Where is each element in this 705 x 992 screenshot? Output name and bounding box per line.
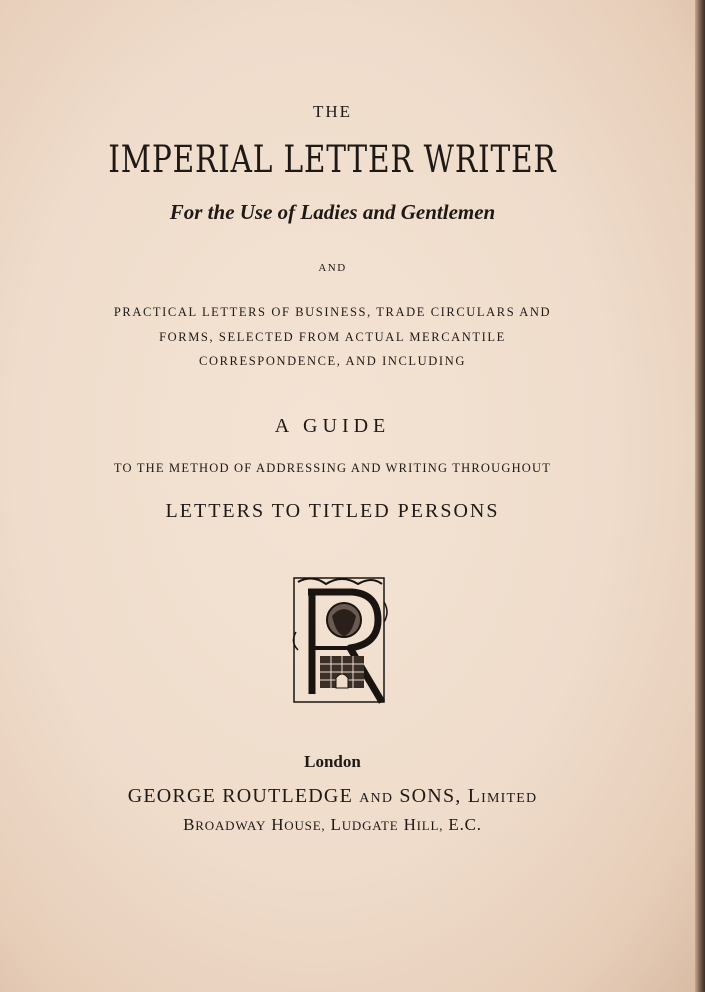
titled-persons-line: LETTERS TO TITLED PERSONS [165,500,500,522]
ornamental-letter-r-icon [292,572,392,708]
contents-line-2: FORMS, SELECTED FROM ACTUAL MERCANTILE [159,330,506,344]
address-ouse: OUSE, [284,818,326,833]
book-title: IMPERIAL LETTER WRITER [108,138,557,181]
address-b: B [183,815,196,834]
imprint-city: London [304,752,361,771]
publisher-address [0,815,665,835]
address-roadway: ROADWAY [195,818,267,833]
pre-title: THE [312,102,353,121]
publisher-limited-rest: IMITED [481,791,538,806]
conjunction: AND [318,262,347,274]
book-spine-edge [695,0,705,992]
guide-heading: A GUIDE [274,415,391,437]
address-ec: E.C. [448,815,482,834]
publisher-sons: SONS, [399,785,462,807]
address-h: H [271,815,285,834]
address-l: L [330,815,342,834]
contents-line-1: PRACTICAL LETTERS OF BUSINESS, TRADE CIRCULARS AND [113,305,552,319]
publisher-and: AND [359,791,394,806]
publisher-main: GEORGE ROUTLEDGE [127,785,353,807]
contents-line-3: CORRESPONDENCE, AND INCLUDING [199,354,466,368]
address-ill: ILL, [416,818,444,833]
publisher-limited-initial: L [467,785,482,807]
guide-line: TO THE METHOD OF ADDRESSING AND WRITING THROUGHOUT [113,461,552,475]
address-udgate: UDGATE [341,818,399,833]
book-subtitle: For the Use of Ladies and Gentlemen [169,200,496,224]
address-h2: H [403,815,417,834]
publisher-name [0,785,665,808]
